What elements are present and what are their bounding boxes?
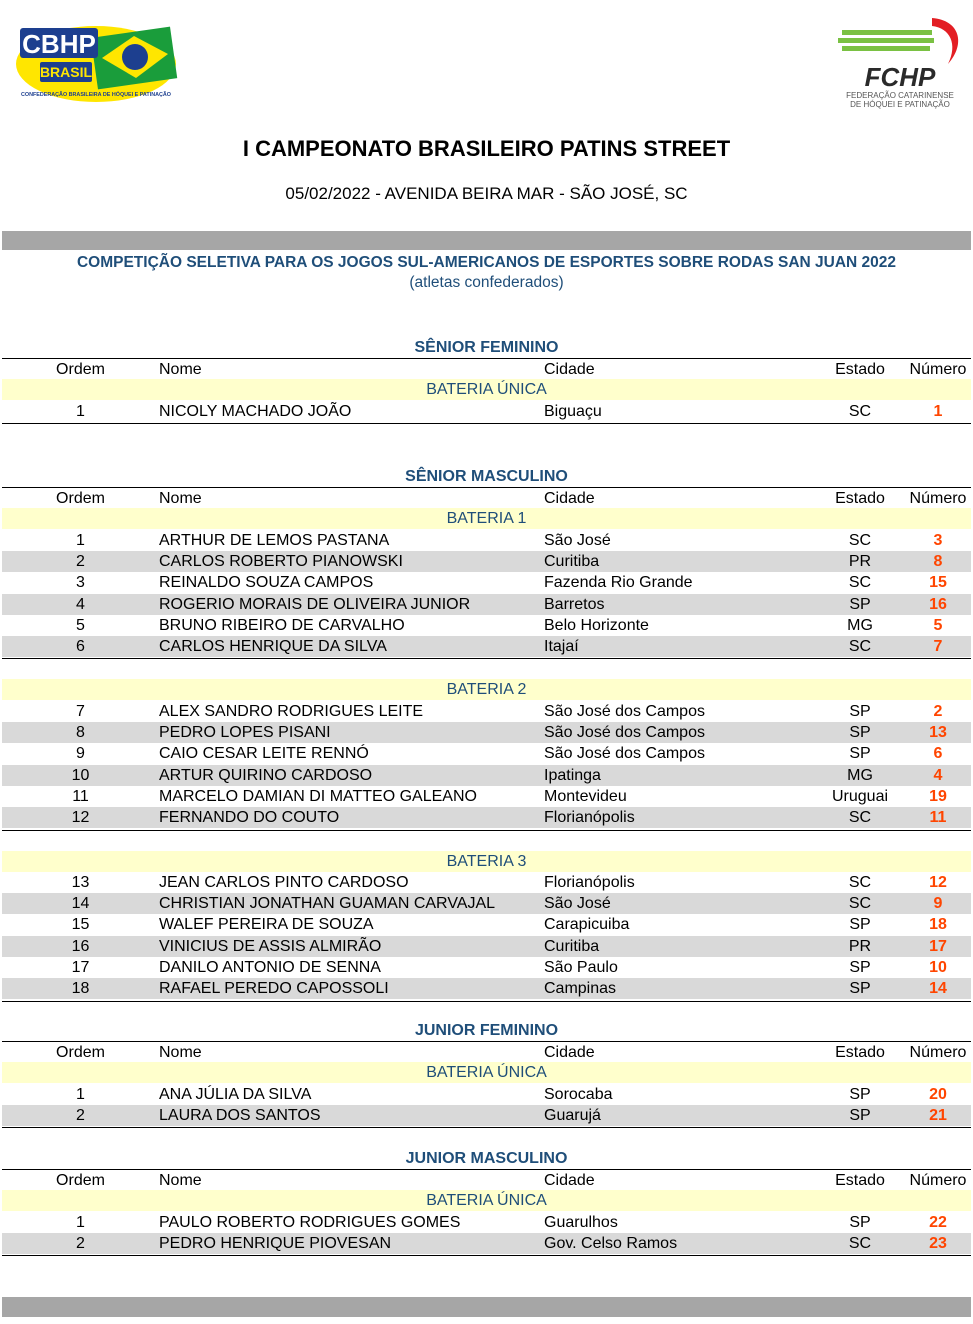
cell-nome: ALEX SANDRO RODRIGUES LEITE bbox=[159, 702, 424, 720]
cell-ordem: 16 bbox=[71, 937, 90, 955]
cell-numero: 4 bbox=[933, 766, 943, 784]
table-row bbox=[2, 572, 971, 593]
cell-estado: SP bbox=[849, 916, 871, 934]
cell-numero: 15 bbox=[929, 574, 947, 592]
cell-ordem: 1 bbox=[76, 402, 85, 420]
cell-numero: 1 bbox=[933, 402, 943, 420]
cell-ordem: 9 bbox=[76, 745, 85, 763]
cell-nome: PEDRO HENRIQUE PIOVESAN bbox=[159, 1234, 392, 1252]
cell-nome: ANA JÚLIA DA SILVA bbox=[159, 1085, 312, 1103]
cell-estado: SP bbox=[849, 980, 871, 998]
cell-estado: PR bbox=[848, 937, 872, 955]
cell-nome: ROGERIO MORAIS DE OLIVEIRA JUNIOR bbox=[159, 595, 471, 613]
cell-cidade: Curitiba bbox=[544, 552, 600, 570]
cell-ordem: 3 bbox=[76, 574, 85, 592]
table-row bbox=[2, 1105, 971, 1126]
cell-numero: 16 bbox=[929, 595, 947, 613]
page-subtitle: 05/02/2022 - AVENIDA BEIRA MAR - SÃO JOSÉ, SC bbox=[285, 184, 688, 203]
table-header-row bbox=[2, 358, 971, 380]
cell-nome: CHRISTIAN JONATHAN GUAMAN CARVAJAL bbox=[159, 895, 496, 913]
heat-label: BATERIA 3 bbox=[2, 851, 971, 872]
header-numero: Número bbox=[909, 1044, 967, 1061]
cell-numero: 11 bbox=[929, 809, 947, 827]
cell-numero: 7 bbox=[933, 638, 943, 656]
header-ordem: Ordem bbox=[56, 490, 105, 507]
cell-numero: 12 bbox=[929, 873, 947, 891]
cell-cidade: Barretos bbox=[544, 595, 605, 613]
cell-numero: 2 bbox=[933, 702, 943, 720]
header-numero: Número bbox=[909, 1172, 967, 1189]
cell-numero: 22 bbox=[929, 1213, 947, 1231]
cbhp-logo-text: CBHP bbox=[22, 29, 96, 59]
cell-ordem: 1 bbox=[76, 1085, 85, 1103]
cell-numero: 14 bbox=[929, 980, 947, 998]
cell-numero: 13 bbox=[929, 724, 947, 741]
cell-ordem: 2 bbox=[76, 1106, 85, 1124]
cell-cidade: Fazenda Rio Grande bbox=[544, 574, 693, 592]
table-row bbox=[2, 701, 971, 722]
table-row bbox=[2, 1084, 971, 1105]
cell-estado: SC bbox=[848, 895, 872, 913]
table-row bbox=[2, 636, 971, 657]
cell-ordem: 1 bbox=[76, 531, 85, 549]
cell-nome: PAULO ROBERTO RODRIGUES GOMES bbox=[159, 1213, 461, 1231]
cell-cidade: São José bbox=[544, 531, 611, 549]
cell-cidade: Campinas bbox=[544, 980, 617, 998]
category-title: SÊNIOR MASCULINO bbox=[405, 468, 568, 485]
cell-estado: SP bbox=[849, 745, 871, 763]
cell-ordem: 5 bbox=[76, 616, 85, 634]
cell-cidade: São José dos Campos bbox=[544, 745, 705, 763]
header-nome: Nome bbox=[159, 1172, 202, 1189]
header-nome: Nome bbox=[159, 1044, 202, 1061]
cell-estado: PR bbox=[848, 552, 872, 570]
cell-ordem: 10 bbox=[71, 766, 90, 784]
header-nome: Nome bbox=[159, 490, 202, 507]
fchp-logo-line2: DE HÓQUEI E PATINAÇÃO bbox=[850, 100, 950, 109]
cell-cidade: Guarujá bbox=[544, 1106, 601, 1124]
cell-cidade: Montevideu bbox=[544, 787, 627, 805]
cell-nome: CAIO CESAR LEITE RENNÓ bbox=[159, 745, 369, 763]
table-row bbox=[2, 1212, 971, 1233]
header-cidade: Cidade bbox=[544, 1044, 595, 1061]
cell-cidade: Florianópolis bbox=[544, 873, 635, 891]
cell-cidade: Itajaí bbox=[544, 638, 579, 656]
cell-numero: 19 bbox=[929, 787, 947, 805]
cell-estado: SP bbox=[849, 702, 871, 720]
cell-nome: RAFAEL PEREDO CAPOSSOLI bbox=[159, 980, 389, 998]
heat-bottom-line bbox=[2, 1001, 971, 1002]
header-estado: Estado bbox=[835, 490, 885, 507]
fchp-logo bbox=[832, 14, 966, 110]
cell-nome: ARTHUR DE LEMOS PASTANA bbox=[159, 531, 390, 549]
fchp-logo-text: FCHP bbox=[864, 62, 936, 92]
heat-label: BATERIA ÚNICA bbox=[2, 379, 971, 400]
cell-estado: MG bbox=[847, 616, 873, 634]
cell-nome: BRUNO RIBEIRO DE CARVALHO bbox=[159, 616, 405, 634]
cell-estado: Uruguai bbox=[831, 787, 889, 805]
table-row bbox=[2, 807, 971, 828]
heat-bottom-line bbox=[2, 658, 971, 659]
fchp-logo-line1: FEDERAÇÃO CATARINENSE bbox=[846, 91, 954, 100]
cell-cidade: Ipatinga bbox=[544, 766, 601, 784]
cell-estado: SC bbox=[848, 574, 872, 592]
cell-ordem: 8 bbox=[76, 724, 85, 741]
cell-estado: SC bbox=[848, 1234, 872, 1252]
cell-cidade: Biguaçu bbox=[544, 402, 602, 420]
cell-cidade: São José dos Campos bbox=[544, 702, 705, 720]
heat-label: BATERIA ÚNICA bbox=[2, 1062, 971, 1083]
heat-label: BATERIA 1 bbox=[2, 508, 971, 529]
header-cidade: Cidade bbox=[544, 1172, 595, 1189]
table-row bbox=[2, 765, 971, 786]
header-estado: Estado bbox=[835, 1172, 885, 1189]
table-row bbox=[2, 957, 971, 978]
cell-cidade: São José bbox=[544, 895, 611, 913]
cell-estado: SP bbox=[849, 959, 871, 976]
header-ordem: Ordem bbox=[56, 1172, 105, 1189]
table-row bbox=[2, 401, 971, 422]
cell-ordem: 6 bbox=[76, 638, 85, 656]
table-header-row bbox=[2, 1041, 971, 1063]
cell-nome: PEDRO LOPES PISANI bbox=[159, 724, 331, 741]
cell-nome: NICOLY MACHADO JOÃO bbox=[159, 402, 352, 420]
cell-numero: 3 bbox=[933, 531, 943, 549]
cell-cidade: Carapicuiba bbox=[544, 916, 630, 934]
header-estado: Estado bbox=[835, 361, 885, 378]
cell-estado: MG bbox=[847, 766, 873, 784]
table-row bbox=[2, 743, 971, 764]
heat-bottom-line bbox=[2, 1127, 971, 1128]
cell-estado: SP bbox=[849, 1106, 871, 1124]
cell-numero: 9 bbox=[933, 895, 943, 913]
cell-nome: DANILO ANTONIO DE SENNA bbox=[159, 959, 381, 976]
cell-nome: REINALDO SOUZA CAMPOS bbox=[159, 574, 374, 592]
table-row bbox=[2, 530, 971, 551]
table-row bbox=[2, 1233, 971, 1254]
cell-ordem: 18 bbox=[71, 980, 90, 998]
cell-nome: CARLOS HENRIQUE DA SILVA bbox=[159, 638, 387, 656]
cbhp-logo-country: BRASIL bbox=[39, 64, 93, 80]
cell-numero: 23 bbox=[929, 1234, 947, 1252]
cell-cidade: Florianópolis bbox=[544, 809, 635, 827]
cell-nome: ARTUR QUIRINO CARDOSO bbox=[159, 766, 373, 784]
cell-numero: 17 bbox=[929, 937, 947, 955]
table-row bbox=[2, 722, 971, 743]
header-ordem: Ordem bbox=[56, 361, 105, 378]
cell-cidade: Belo Horizonte bbox=[544, 616, 649, 634]
cell-estado: SC bbox=[848, 809, 872, 827]
cell-nome: CARLOS ROBERTO PIANOWSKI bbox=[159, 552, 403, 570]
selection-title: COMPETIÇÃO SELETIVA PARA OS JOGOS SUL-AMERICANOS DE ESPORTES SOBRE RODAS SAN JUAN 2022 bbox=[76, 254, 897, 271]
cell-nome: FERNANDO DO COUTO bbox=[159, 809, 340, 827]
cell-estado: SC bbox=[848, 873, 872, 891]
cell-cidade: São José dos Campos bbox=[544, 724, 705, 741]
heat-label: BATERIA ÚNICA bbox=[2, 1190, 971, 1211]
header-numero: Número bbox=[909, 361, 967, 378]
cell-estado: SP bbox=[849, 724, 871, 741]
cell-estado: SP bbox=[849, 595, 871, 613]
cell-ordem: 11 bbox=[72, 787, 89, 805]
table-row bbox=[2, 551, 971, 572]
cell-ordem: 7 bbox=[76, 702, 85, 720]
cell-numero: 20 bbox=[929, 1085, 947, 1103]
cell-nome: WALEF PEREIRA DE SOUZA bbox=[159, 916, 374, 934]
heat-bottom-line bbox=[2, 423, 971, 424]
cell-estado: SP bbox=[849, 1213, 871, 1231]
bottom-divider bbox=[2, 1297, 971, 1317]
cell-cidade: Sorocaba bbox=[544, 1085, 613, 1103]
heat-bottom-line bbox=[2, 1255, 971, 1256]
cell-numero: 10 bbox=[929, 959, 947, 976]
cell-cidade: Guarulhos bbox=[544, 1213, 618, 1231]
table-row bbox=[2, 594, 971, 615]
cell-ordem: 2 bbox=[76, 552, 85, 570]
cell-nome: JEAN CARLOS PINTO CARDOSO bbox=[159, 873, 409, 891]
cell-estado: SC bbox=[848, 531, 872, 549]
cell-ordem: 17 bbox=[71, 959, 90, 976]
page-title: I CAMPEONATO BRASILEIRO PATINS STREET bbox=[242, 136, 731, 161]
table-row bbox=[2, 914, 971, 935]
table-header-row bbox=[2, 1169, 971, 1191]
cell-ordem: 13 bbox=[71, 873, 90, 891]
header-ordem: Ordem bbox=[56, 1044, 105, 1061]
table-row bbox=[2, 893, 971, 914]
cell-numero: 8 bbox=[933, 552, 943, 570]
cbhp-logo-tagline: CONFEDERAÇÃO BRASILEIRA DE HÓQUEI E PATINAÇÃO bbox=[21, 92, 171, 98]
table-row bbox=[2, 978, 971, 999]
cell-ordem: 14 bbox=[71, 895, 90, 913]
header-numero: Número bbox=[909, 490, 967, 507]
header-estado: Estado bbox=[835, 1044, 885, 1061]
cell-estado: SC bbox=[848, 402, 872, 420]
header-cidade: Cidade bbox=[544, 361, 595, 378]
table-row bbox=[2, 936, 971, 957]
cbhp-logo bbox=[14, 22, 182, 104]
selection-subtitle: (atletas confederados) bbox=[409, 274, 564, 291]
cell-cidade: São Paulo bbox=[544, 959, 618, 976]
cell-ordem: 4 bbox=[76, 595, 85, 613]
cell-numero: 18 bbox=[929, 916, 947, 934]
cell-estado: SP bbox=[849, 1085, 871, 1103]
cell-ordem: 1 bbox=[76, 1213, 85, 1231]
table-row bbox=[2, 786, 971, 807]
cell-ordem: 12 bbox=[71, 809, 90, 827]
category-title: JUNIOR FEMININO bbox=[414, 1022, 559, 1039]
cell-ordem: 15 bbox=[71, 916, 90, 934]
header-cidade: Cidade bbox=[544, 490, 595, 507]
heat-bottom-line bbox=[2, 830, 971, 831]
table-header-row bbox=[2, 487, 971, 509]
cell-cidade: Gov. Celso Ramos bbox=[544, 1234, 678, 1252]
header-nome: Nome bbox=[159, 361, 202, 378]
heat-label: BATERIA 2 bbox=[2, 679, 971, 700]
cell-cidade: Curitiba bbox=[544, 937, 600, 955]
table-row bbox=[2, 872, 971, 893]
cell-numero: 6 bbox=[933, 745, 943, 763]
cell-nome: LAURA DOS SANTOS bbox=[159, 1106, 321, 1124]
cell-estado: SC bbox=[848, 638, 872, 656]
top-divider bbox=[2, 231, 971, 250]
cell-ordem: 2 bbox=[76, 1234, 85, 1252]
cell-numero: 5 bbox=[933, 616, 943, 634]
cell-nome: MARCELO DAMIAN DI MATTEO GALEANO bbox=[159, 787, 477, 805]
table-row bbox=[2, 615, 971, 636]
cell-numero: 21 bbox=[929, 1106, 947, 1124]
category-title: JUNIOR MASCULINO bbox=[405, 1150, 568, 1167]
category-title: SÊNIOR FEMININO bbox=[414, 339, 559, 356]
cell-nome: VINICIUS DE ASSIS ALMIRÃO bbox=[159, 937, 382, 955]
